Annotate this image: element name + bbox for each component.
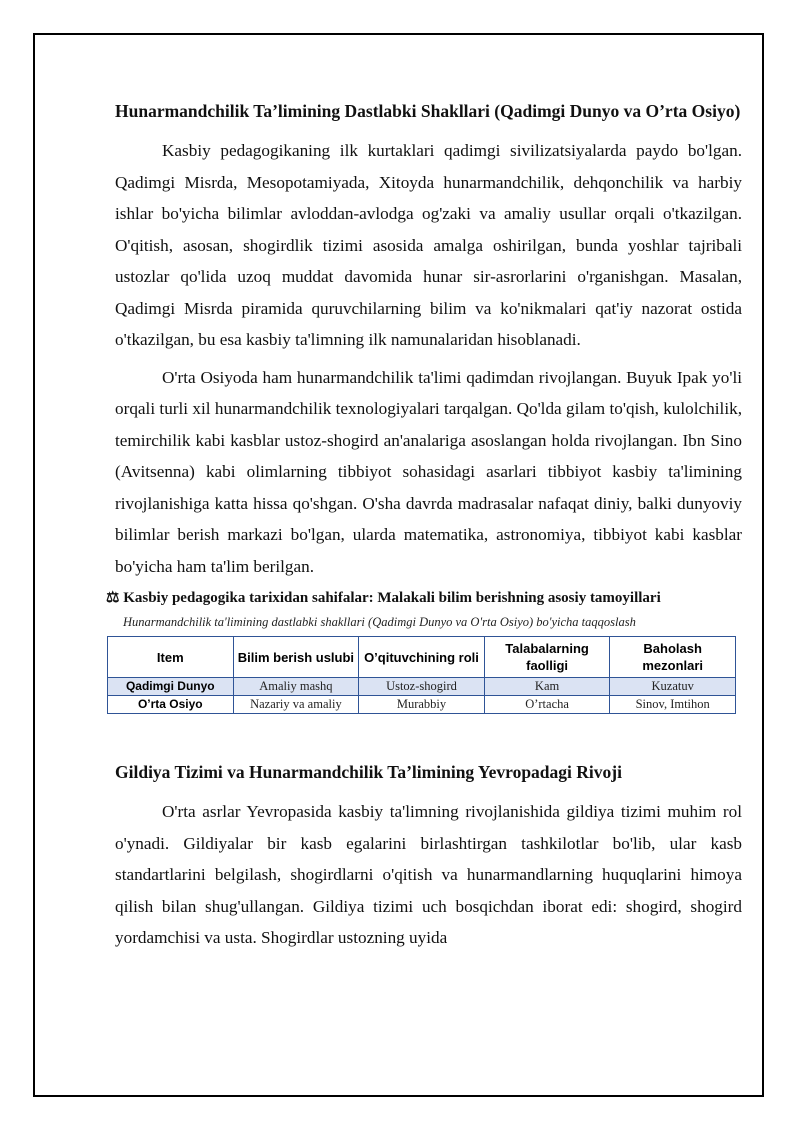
- table-row: [108, 678, 736, 696]
- table-cell: Kam: [484, 678, 610, 696]
- table-caption: ⚖ Kasbiy pedagogika tarixidan sahifalar: Malakali bilim berishning asosiy tamoyillari: [106, 590, 661, 606]
- column-header: O’qituvchining roli: [359, 637, 485, 678]
- table-cell: Nazariy va amaliy: [233, 696, 359, 714]
- table-cell: Sinov, Imtihon: [610, 696, 736, 714]
- table-cell: O’rta Osiyo: [108, 696, 234, 714]
- table-cell: Murabbiy: [359, 696, 485, 714]
- comparison-table: [107, 636, 736, 714]
- paragraph: O'rta asrlar Yevropasida kasbiy ta'limning rivojlanishida gildiya tizimi muhim rol o'ynadi. Gildiyalar bir kasb egalarini birlashtirgan tashkilotlar bo'lib, ular kasb standartlarini belgilash, shogirdlarni o'qitish va hunarmandlarning huquqlarini himoya qilish bilan shug'ullangan. Gildiya tizimi uch bosqichdan iborat edi: shogird, shogird yordamchisi va usta. Shogirdlar ustozning uyida: [115, 802, 742, 947]
- paragraph: Kasbiy pedagogikaning ilk kurtaklari qadimgi sivilizatsiyalarda paydo bo'lgan. Qadimgi Misrda, Mesopotamiyada, Xitoyda hunarmandchilik, dehqonchilik va harbiy ishlar bo'yicha bilimlar avloddan-avlodga og'zaki va amaliy usullar orqali o'tkazilgan. O'qitish, asosan, shogirdlik tizimi asosida amalga oshirilgan, bunda yoshlar tajribali ustozlar qo'lida uzoq muddat davomida hunar sir-asrorlarini o'rganishgan. Masalan, Qadimgi Misrda piramida quruvchilarning bilim va ko'nikmalari qat'iy nazorat ostida o'tkazilgan, bu esa kasbiy ta'limning ilk namunalaridan hisoblanadi.: [115, 141, 742, 349]
- table-cell: O’rtacha: [484, 696, 610, 714]
- table-row: [108, 696, 736, 714]
- table-header-row: [108, 637, 736, 678]
- paragraph: O'rta Osiyoda ham hunarmandchilik ta'limi qadimdan rivojlangan. Buyuk Ipak yo'li orqali turli xil hunarmandchilik texnologiyalari tarqalgan. Qo'lda gilam to'qish, kulolchilik, temirchilik kabi kasblar ustoz-shogird an'analariga asoslangan holda rivojlangan. Ibn Sino (Avitsenna) kabi olimlarning tibbiyot sohasidagi asarlari tibbiyot kasbiy ta'limining rivojlanishiga katta hissa qo'shgan. O'sha davrda madrasalar nafaqat diniy, balki dunyoviy bilimlar berish markazi bo'lgan, ularda matematika, astronomiya, tibbiyot kabi kasblar bo'yicha ham ta'lim berilgan.: [115, 367, 742, 576]
- section-heading-guild: Gildiya Tizimi va Hunarmandchilik Ta’limining Yevropadagi Rivoji: [115, 762, 622, 782]
- table-cell: Kuzatuv: [610, 678, 736, 696]
- document-content: [106, 97, 742, 960]
- column-header: Item: [108, 637, 234, 678]
- column-header: Talabalarning faolligi: [484, 637, 610, 678]
- table-cell: Amaliy mashq: [233, 678, 359, 696]
- section-heading-ancient: Hunarmandchilik Ta’limining Dastlabki Shakllari (Qadimgi Dunyo va O’rta Osiyo): [115, 101, 741, 121]
- spacer: [115, 714, 742, 758]
- table-subcaption: Hunarmandchilik ta'limining dastlabki shakllari (Qadimgi Dunyo va O'rta Osiyo) bo'yicha taqqoslash: [123, 615, 636, 629]
- table-cell: Ustoz-shogird: [359, 678, 485, 696]
- column-header: Bilim berish uslubi: [233, 637, 359, 678]
- column-header: Baholash mezonlari: [610, 637, 736, 678]
- table-cell: Qadimgi Dunyo: [108, 678, 234, 696]
